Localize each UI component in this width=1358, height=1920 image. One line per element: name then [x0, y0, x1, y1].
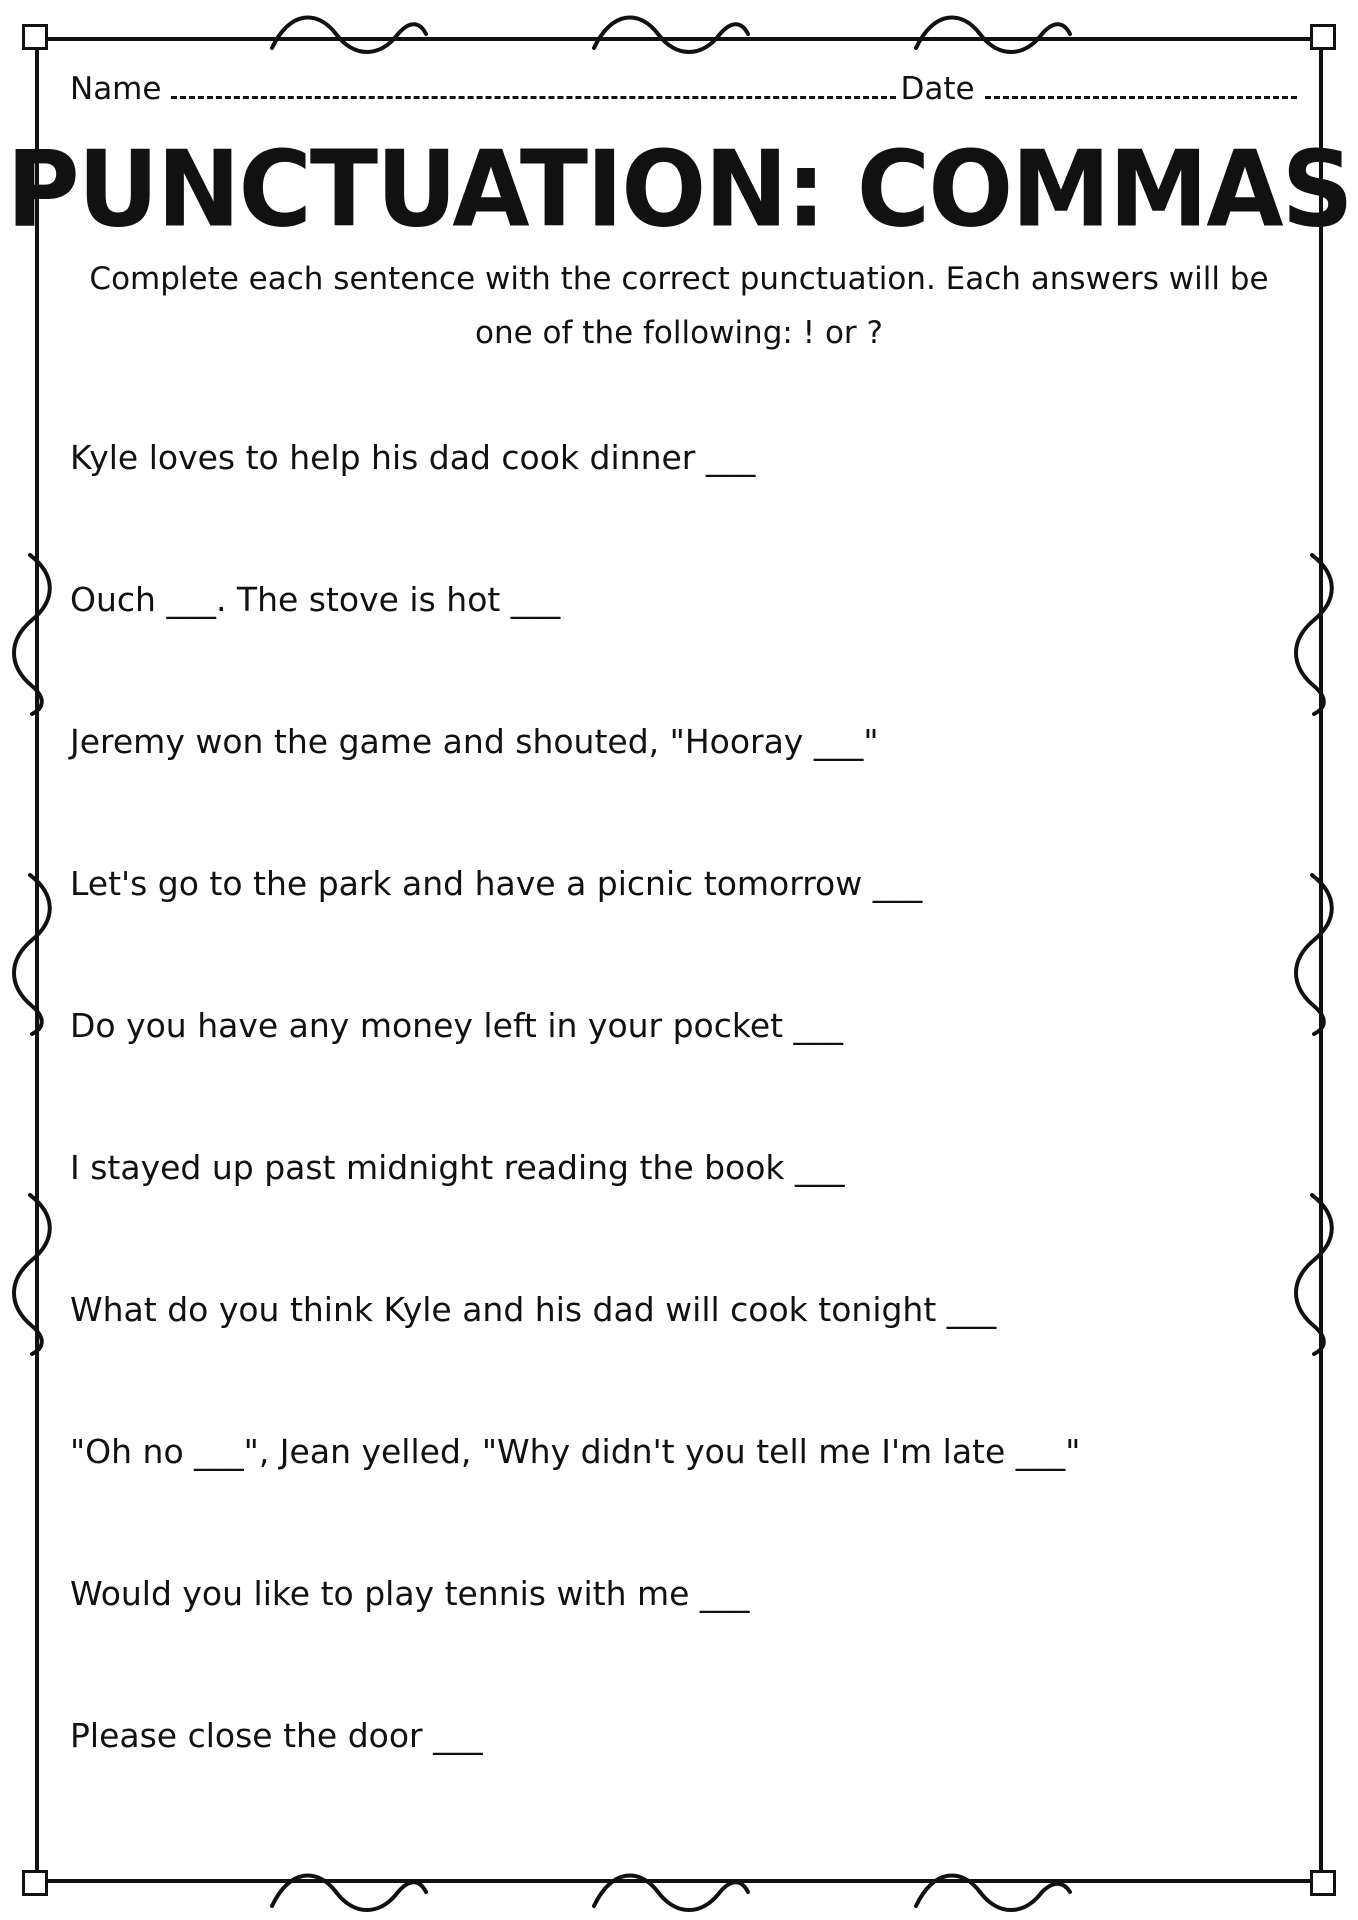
- name-field[interactable]: [171, 66, 896, 99]
- corner-ornament-bottom-right: [1310, 1870, 1336, 1896]
- question-1: Kyle loves to help his dad cook dinner ___: [70, 438, 756, 477]
- worksheet-title: PUNCTUATION: COMMAS: [6, 128, 1352, 251]
- question-4: Let's go to the park and have a picnic tomorrow ___: [70, 864, 923, 903]
- question-9: Would you like to play tennis with me ___: [70, 1574, 750, 1613]
- name-date-line: [70, 66, 1290, 110]
- instructions-text: Complete each sentence with the correct punctuation. Each answers will be one of the following: ! or ?: [89, 261, 1269, 351]
- question-10: Please close the door ___: [70, 1716, 483, 1755]
- question-6: I stayed up past midnight reading the book ___: [70, 1148, 845, 1187]
- corner-ornament-top-left: [22, 24, 48, 50]
- question-2: Ouch ___. The stove is hot ___: [70, 580, 561, 619]
- name-label: Name: [70, 71, 162, 107]
- question-3: Jeremy won the game and shouted, "Hooray ___": [70, 722, 879, 761]
- corner-ornament-top-right: [1310, 24, 1336, 50]
- date-label: Date: [900, 71, 975, 107]
- corner-ornament-bottom-left: [22, 1870, 48, 1896]
- question-7: What do you think Kyle and his dad will cook tonight ___: [70, 1290, 997, 1329]
- date-field[interactable]: [985, 66, 1297, 99]
- question-5: Do you have any money left in your pocket ___: [70, 1006, 844, 1045]
- question-8: "Oh no ___", Jean yelled, "Why didn't you tell me I'm late ___": [70, 1432, 1081, 1471]
